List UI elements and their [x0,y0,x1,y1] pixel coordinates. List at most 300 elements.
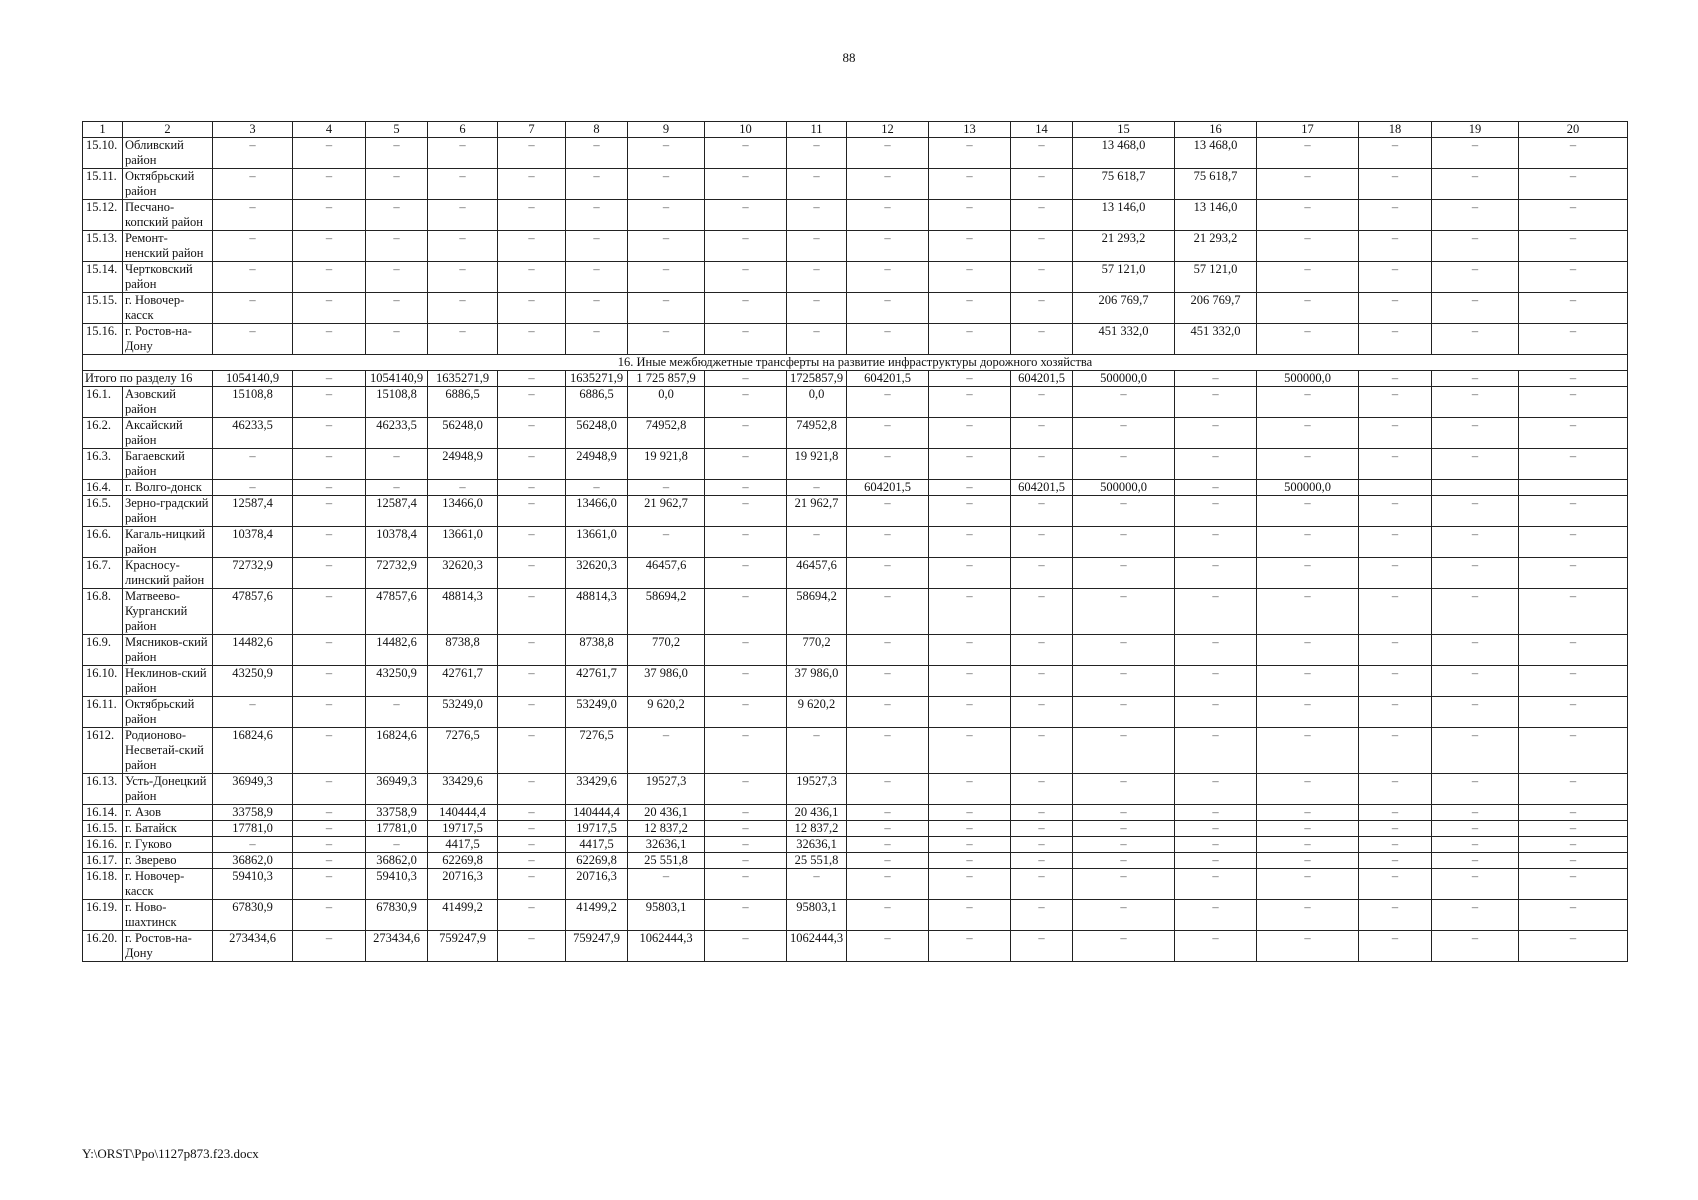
table-cell: 43250,9 [213,666,293,697]
row-district-name: Кагаль-ницкий район [123,527,213,558]
table-cell: – [1073,853,1175,869]
transfers-table-wrap [82,121,1627,962]
table-cell: 451 332,0 [1073,324,1175,355]
table-cell: 72732,9 [366,558,428,589]
table-cell: – [213,449,293,480]
table-cell: – [1011,558,1073,589]
table-cell: – [566,200,628,231]
table-cell: 0,0 [787,387,847,418]
table-cell: – [929,837,1011,853]
table-cell: – [1175,697,1257,728]
table-cell: – [705,774,787,805]
table-cell: 53249,0 [428,697,498,728]
table-cell: – [1359,138,1432,169]
table-cell: – [1432,774,1519,805]
table-row [83,418,1628,449]
table-cell: – [566,169,628,200]
table-cell: – [498,821,566,837]
table-cell: – [787,527,847,558]
table-cell: – [428,480,498,496]
table-cell: – [1257,293,1359,324]
table-cell: – [293,666,366,697]
row-district-name: Аксайский район [123,418,213,449]
table-cell: – [498,169,566,200]
table-cell: 140444,4 [566,805,628,821]
table-cell: – [1257,231,1359,262]
table-cell: – [498,774,566,805]
table-cell: 604201,5 [847,480,929,496]
table-cell: 15108,8 [213,387,293,418]
table-cell: – [628,200,705,231]
table-cell: 25 551,8 [628,853,705,869]
table-cell: – [628,169,705,200]
table-cell: – [293,697,366,728]
table-cell: 62269,8 [428,853,498,869]
table-cell: – [498,728,566,774]
table-cell: – [293,387,366,418]
table-cell: – [213,200,293,231]
table-cell: – [1519,527,1628,558]
table-cell: – [929,293,1011,324]
table-cell: – [498,293,566,324]
table-cell: – [1432,837,1519,853]
table-row [83,449,1628,480]
column-header: 17 [1257,122,1359,138]
table-cell: – [498,200,566,231]
row-district-name: Багаевский район [123,449,213,480]
column-header: 15 [1073,122,1175,138]
table-cell: – [1011,527,1073,558]
table-cell: – [498,387,566,418]
table-cell: – [1257,169,1359,200]
table-cell: 8738,8 [566,635,628,666]
row-district-name: г. Азов [123,805,213,821]
table-cell: 770,2 [628,635,705,666]
table-cell: – [1175,635,1257,666]
row-code: 16.19. [83,900,123,931]
total-cell: – [1432,371,1519,387]
table-cell: – [628,728,705,774]
table-cell: – [1432,324,1519,355]
table-cell: – [847,169,929,200]
row-code: 15.15. [83,293,123,324]
table-cell: – [1175,387,1257,418]
table-cell: – [847,138,929,169]
table-cell: – [1359,231,1432,262]
table-cell: – [1519,138,1628,169]
table-cell: 13 468,0 [1175,138,1257,169]
table-cell: – [1011,589,1073,635]
table-cell: – [628,262,705,293]
table-cell: – [1257,900,1359,931]
table-cell: – [705,821,787,837]
table-cell: – [293,805,366,821]
table-cell: – [1359,728,1432,774]
table-cell: – [1257,837,1359,853]
total-cell: – [705,371,787,387]
table-cell: – [929,869,1011,900]
table-cell: – [1359,774,1432,805]
row-district-name: Ремонт-ненский район [123,231,213,262]
table-cell: 24948,9 [428,449,498,480]
table-cell: – [847,527,929,558]
table-cell: – [1011,869,1073,900]
table-cell: – [929,418,1011,449]
table-cell: 451 332,0 [1175,324,1257,355]
row-code: 16.14. [83,805,123,821]
row-district-name: г. Новочер-касск [123,869,213,900]
table-cell: – [787,262,847,293]
table-cell: 273434,6 [366,931,428,962]
table-cell: – [628,480,705,496]
row-code: 15.12. [83,200,123,231]
table-cell: – [1073,837,1175,853]
table-cell: – [213,480,293,496]
table-cell: 36862,0 [213,853,293,869]
table-cell: – [213,324,293,355]
row-district-name: г. Ростов-на-Дону [123,931,213,962]
table-row [83,589,1628,635]
table-cell: 75 618,7 [1175,169,1257,200]
table-cell: – [366,200,428,231]
table-cell: – [1011,496,1073,527]
table-cell: – [1011,635,1073,666]
table-cell: – [498,449,566,480]
table-row [83,931,1628,962]
total-cell: 604201,5 [1011,371,1073,387]
table-row [83,138,1628,169]
table-cell: – [498,931,566,962]
table-cell: – [787,231,847,262]
table-cell: – [1432,558,1519,589]
column-header: 16 [1175,122,1257,138]
table-cell: – [293,527,366,558]
table-cell: – [705,558,787,589]
row-code: 15.14. [83,262,123,293]
table-cell: – [1519,869,1628,900]
table-cell: 36949,3 [213,774,293,805]
footer-file-path: Y:\ORST\Ppo\1127p873.f23.docx [82,1146,259,1161]
table-row [83,293,1628,324]
table-cell: 59410,3 [213,869,293,900]
table-cell: – [498,837,566,853]
table-cell: – [1359,931,1432,962]
table-cell: – [705,589,787,635]
table-cell: – [929,728,1011,774]
column-header: 14 [1011,122,1073,138]
table-cell: – [1432,262,1519,293]
table-cell: – [1359,805,1432,821]
table-cell: – [293,821,366,837]
table-cell: 33758,9 [366,805,428,821]
table-cell: 770,2 [787,635,847,666]
total-cell: 604201,5 [847,371,929,387]
table-cell: – [1011,697,1073,728]
table-cell: 36949,3 [366,774,428,805]
table-row [83,900,1628,931]
table-cell: – [929,853,1011,869]
table-cell: 10378,4 [366,527,428,558]
table-cell: – [293,869,366,900]
table-cell: – [1519,805,1628,821]
total-cell: 1635271,9 [428,371,498,387]
table-cell: 14482,6 [213,635,293,666]
table-cell: – [498,900,566,931]
table-cell: – [1257,774,1359,805]
table-cell: – [929,805,1011,821]
table-cell: – [1257,138,1359,169]
table-cell: 17781,0 [213,821,293,837]
table-cell: – [847,262,929,293]
table-cell: 33429,6 [428,774,498,805]
table-cell: – [1175,480,1257,496]
table-cell: 500000,0 [1073,480,1175,496]
row-code: 16.1. [83,387,123,418]
table-cell: – [1011,900,1073,931]
table-cell: 12587,4 [213,496,293,527]
table-cell: 16824,6 [213,728,293,774]
table-cell: – [1257,853,1359,869]
total-cell: – [1175,371,1257,387]
table-cell: – [293,293,366,324]
table-cell: – [1519,418,1628,449]
table-cell: – [1257,496,1359,527]
table-cell: – [1432,697,1519,728]
total-cell: – [498,371,566,387]
table-cell: – [929,449,1011,480]
table-cell: – [628,293,705,324]
table-cell: – [929,480,1011,496]
table-cell: – [1359,869,1432,900]
table-cell: 46233,5 [213,418,293,449]
table-cell: – [787,324,847,355]
table-cell: – [1432,387,1519,418]
table-cell: – [929,900,1011,931]
table-cell: – [628,324,705,355]
row-district-name: Октябрьский район [123,697,213,728]
table-cell: – [566,231,628,262]
table-cell: – [1011,805,1073,821]
table-cell: – [1175,774,1257,805]
column-header: 1 [83,122,123,138]
table-cell: 13466,0 [566,496,628,527]
table-cell: 13 468,0 [1073,138,1175,169]
table-cell: – [498,805,566,821]
table-cell: – [847,837,929,853]
row-code: 16.9. [83,635,123,666]
table-cell: – [1257,262,1359,293]
table-cell: – [213,837,293,853]
table-cell: – [366,449,428,480]
table-cell: – [929,821,1011,837]
table-cell: 500000,0 [1257,480,1359,496]
table-cell: – [566,293,628,324]
table-cell: 57 121,0 [1175,262,1257,293]
table-cell: – [1011,138,1073,169]
table-cell: – [366,480,428,496]
row-district-name: Чертковский район [123,262,213,293]
table-cell: – [1073,728,1175,774]
table-cell: – [787,728,847,774]
table-cell: – [847,449,929,480]
row-code: 15.11. [83,169,123,200]
table-cell: – [293,200,366,231]
table-cell: – [1519,324,1628,355]
table-cell: 58694,2 [628,589,705,635]
table-cell: – [929,387,1011,418]
table-cell: – [293,728,366,774]
table-cell: – [1519,231,1628,262]
table-cell: 67830,9 [213,900,293,931]
table-cell: – [1432,589,1519,635]
table-cell: 32620,3 [428,558,498,589]
table-cell: – [1257,666,1359,697]
table-cell: 20716,3 [428,869,498,900]
table-cell: – [929,589,1011,635]
table-cell: – [705,449,787,480]
table-cell: – [1519,387,1628,418]
table-cell: – [1257,805,1359,821]
column-header: 18 [1359,122,1432,138]
table-cell: – [847,635,929,666]
table-cell: – [293,262,366,293]
table-cell: – [293,231,366,262]
table-cell: – [1432,138,1519,169]
table-cell: – [1175,821,1257,837]
column-header: 19 [1432,122,1519,138]
table-cell: 48814,3 [428,589,498,635]
table-cell: – [787,138,847,169]
table-cell: – [1359,837,1432,853]
table-cell: 56248,0 [428,418,498,449]
table-row [83,324,1628,355]
table-cell: 9 620,2 [787,697,847,728]
table-cell: – [1011,931,1073,962]
table-cell: 604201,5 [1011,480,1073,496]
table-cell: – [705,635,787,666]
table-cell: – [1011,262,1073,293]
table-cell: – [628,869,705,900]
table-cell: – [1011,853,1073,869]
table-cell: – [293,837,366,853]
total-cell: – [1359,371,1432,387]
row-code: 16.13. [83,774,123,805]
table-cell: – [1257,931,1359,962]
column-header: 9 [628,122,705,138]
table-cell: – [1257,589,1359,635]
table-cell: 62269,8 [566,853,628,869]
table-cell: 56248,0 [566,418,628,449]
table-cell: – [428,169,498,200]
row-code: 15.13. [83,231,123,262]
table-cell: – [1175,589,1257,635]
table-cell: – [705,138,787,169]
table-cell: – [847,324,929,355]
column-header: 7 [498,122,566,138]
row-district-name: г. Ростов-на-Дону [123,324,213,355]
column-header: 2 [123,122,213,138]
table-cell: 19 921,8 [787,449,847,480]
table-cell: – [847,558,929,589]
table-cell: – [213,262,293,293]
table-cell: – [213,293,293,324]
table-cell: – [1011,449,1073,480]
table-cell: – [293,900,366,931]
table-cell: – [1257,558,1359,589]
row-district-name: Усть-Донецкий район [123,774,213,805]
table-cell: – [787,169,847,200]
table-cell: – [1257,728,1359,774]
table-cell: – [428,200,498,231]
table-cell: 759247,9 [566,931,628,962]
table-cell: – [1519,821,1628,837]
table-row [83,853,1628,869]
column-header: 10 [705,122,787,138]
table-cell: – [1073,774,1175,805]
table-cell: – [366,169,428,200]
table-cell: – [498,853,566,869]
table-cell: – [293,496,366,527]
table-cell: – [498,324,566,355]
table-cell: – [293,418,366,449]
table-cell: 72732,9 [213,558,293,589]
table-cell: – [566,262,628,293]
table-cell: – [498,262,566,293]
table-cell: – [705,805,787,821]
table-cell: – [787,480,847,496]
table-cell: – [929,558,1011,589]
table-row [83,387,1628,418]
page-number: 88 [842,50,856,65]
table-cell: – [1073,449,1175,480]
table-cell: – [705,169,787,200]
table-cell: 19717,5 [566,821,628,837]
table-cell: – [1359,418,1432,449]
table-row [83,821,1628,837]
table-cell: – [705,869,787,900]
table-cell: – [498,480,566,496]
table-cell: – [929,774,1011,805]
table-cell: – [1073,697,1175,728]
table-cell: – [1519,697,1628,728]
table-cell: – [1011,418,1073,449]
table-cell: 20 436,1 [628,805,705,821]
row-code: 16.16. [83,837,123,853]
column-header: 13 [929,122,1011,138]
table-cell: 41499,2 [566,900,628,931]
table-cell: – [705,728,787,774]
table-cell: 42761,7 [428,666,498,697]
table-cell: – [1011,728,1073,774]
table-cell: 206 769,7 [1175,293,1257,324]
table-cell: 273434,6 [213,931,293,962]
table-cell: 21 293,2 [1073,231,1175,262]
table-cell: 12587,4 [366,496,428,527]
table-cell: – [1519,262,1628,293]
table-cell: – [847,900,929,931]
table-cell: – [1011,666,1073,697]
row-code: 15.16. [83,324,123,355]
table-cell: 95803,1 [787,900,847,931]
total-cell: 500000,0 [1073,371,1175,387]
table-cell: – [929,635,1011,666]
table-cell: – [847,231,929,262]
table-cell: 33758,9 [213,805,293,821]
table-cell: – [847,496,929,527]
table-cell: – [1073,558,1175,589]
table-cell: 24948,9 [566,449,628,480]
table-cell: 16824,6 [366,728,428,774]
